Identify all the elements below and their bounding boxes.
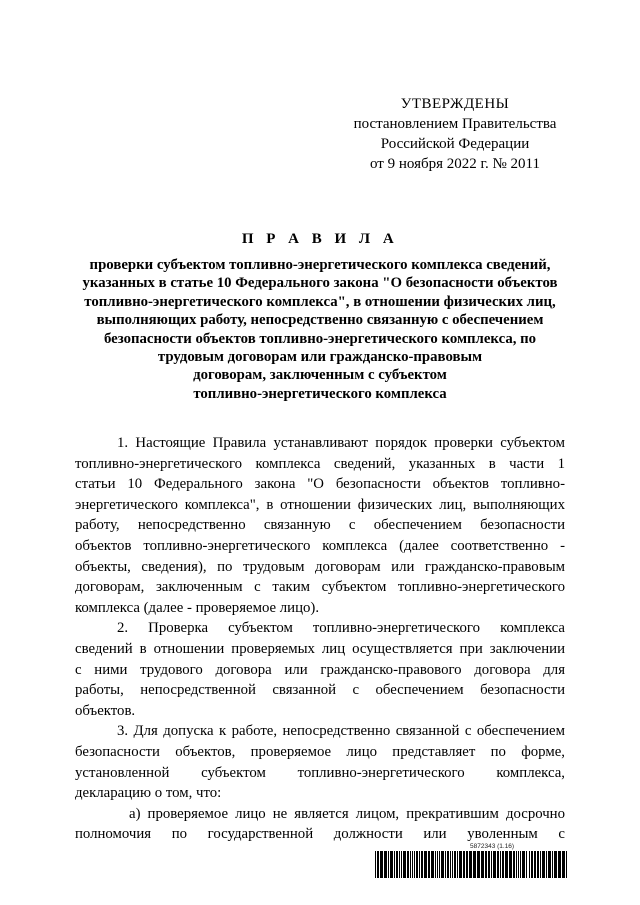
approval-date: от 9 ноября 2022 г. № 2011 bbox=[370, 156, 540, 172]
body-line: комплекса (далее - проверяемое лицо). bbox=[75, 599, 320, 616]
document-body bbox=[75, 433, 565, 845]
body-line: договорам, заключенным с таким субъектом топливно-энергетического bbox=[75, 579, 565, 596]
body-line: работы, непосредственной связанной с обеспечением безопасности bbox=[75, 682, 565, 699]
subtitle-line: топливно-энергетического комплекса bbox=[193, 385, 447, 402]
body-line: 3. Для допуска к работе, непосредственно связанной с обеспечением bbox=[117, 723, 565, 740]
body-line: с ними трудового договора или гражданско-правового договора для bbox=[75, 661, 565, 678]
body-line: а) проверяемое лицо не является лицом, прекратившим досрочно bbox=[129, 805, 565, 822]
document-title: П Р А В И Л А bbox=[241, 231, 399, 247]
subtitle-line: проверки субъектом топливно-энергетического комплекса сведений, bbox=[89, 257, 551, 273]
approval-line: постановлением Правительства bbox=[353, 116, 557, 132]
approval-heading: УТВЕРЖДЕНЫ bbox=[400, 96, 510, 112]
body-line: работу, непосредственно связанную с обеспечением безопасности bbox=[75, 517, 565, 534]
subtitle-line: безопасности объектов топливно-энергетического комплекса, по bbox=[103, 330, 537, 347]
subtitle-line: трудовым договорам или гражданско-правовым bbox=[157, 349, 483, 366]
body-line: декларацию о том, что: bbox=[75, 785, 222, 802]
body-line: объекты, сведения), по трудовым договорам или гражданско-правовым bbox=[75, 558, 565, 575]
approval-block bbox=[345, 94, 565, 174]
body-line: полномочия по государственной должности или уволенным с bbox=[75, 826, 565, 843]
body-line: объектов. bbox=[75, 702, 136, 719]
subtitle-line: топливно-энергетического комплекса", в отношении физических лиц, bbox=[84, 293, 556, 310]
barcode-image bbox=[375, 851, 567, 878]
document-subtitle bbox=[75, 256, 565, 403]
body-line: безопасности объектов, проверяемое лицо представляет по форме, bbox=[75, 743, 565, 760]
subtitle-line: выполняющих работу, непосредственно связанную с обеспечением bbox=[96, 312, 544, 329]
body-line: топливно-энергетического комплекса сведений, указанных в части 1 bbox=[75, 455, 565, 472]
approval-line: Российской Федерации bbox=[380, 136, 530, 152]
body-line: объектов топливно-энергетического комплекса (далее соответственно - bbox=[75, 537, 565, 554]
subtitle-line: договорам, заключенным с субъектом bbox=[193, 367, 447, 384]
body-line: 2. Проверка субъектом топливно-энергетического комплекса bbox=[117, 620, 565, 637]
body-line: установленной субъектом топливно-энергетического комплекса, bbox=[75, 764, 565, 781]
body-line: 1. Настоящие Правила устанавливают порядок проверки субъектом bbox=[117, 435, 565, 451]
subtitle-line: указанных в статье 10 Федерального закона "О безопасности объектов bbox=[82, 275, 558, 292]
document-code: 5872343 (1.16) bbox=[470, 843, 515, 850]
body-line: сведений в отношении проверяемых лиц осуществляется при заключении bbox=[75, 640, 565, 657]
body-line: энергетического комплекса", в отношении физических лиц, выполняющих bbox=[75, 496, 565, 513]
body-line: статьи 10 Федерального закона "О безопасности объектов топливно- bbox=[75, 476, 565, 493]
